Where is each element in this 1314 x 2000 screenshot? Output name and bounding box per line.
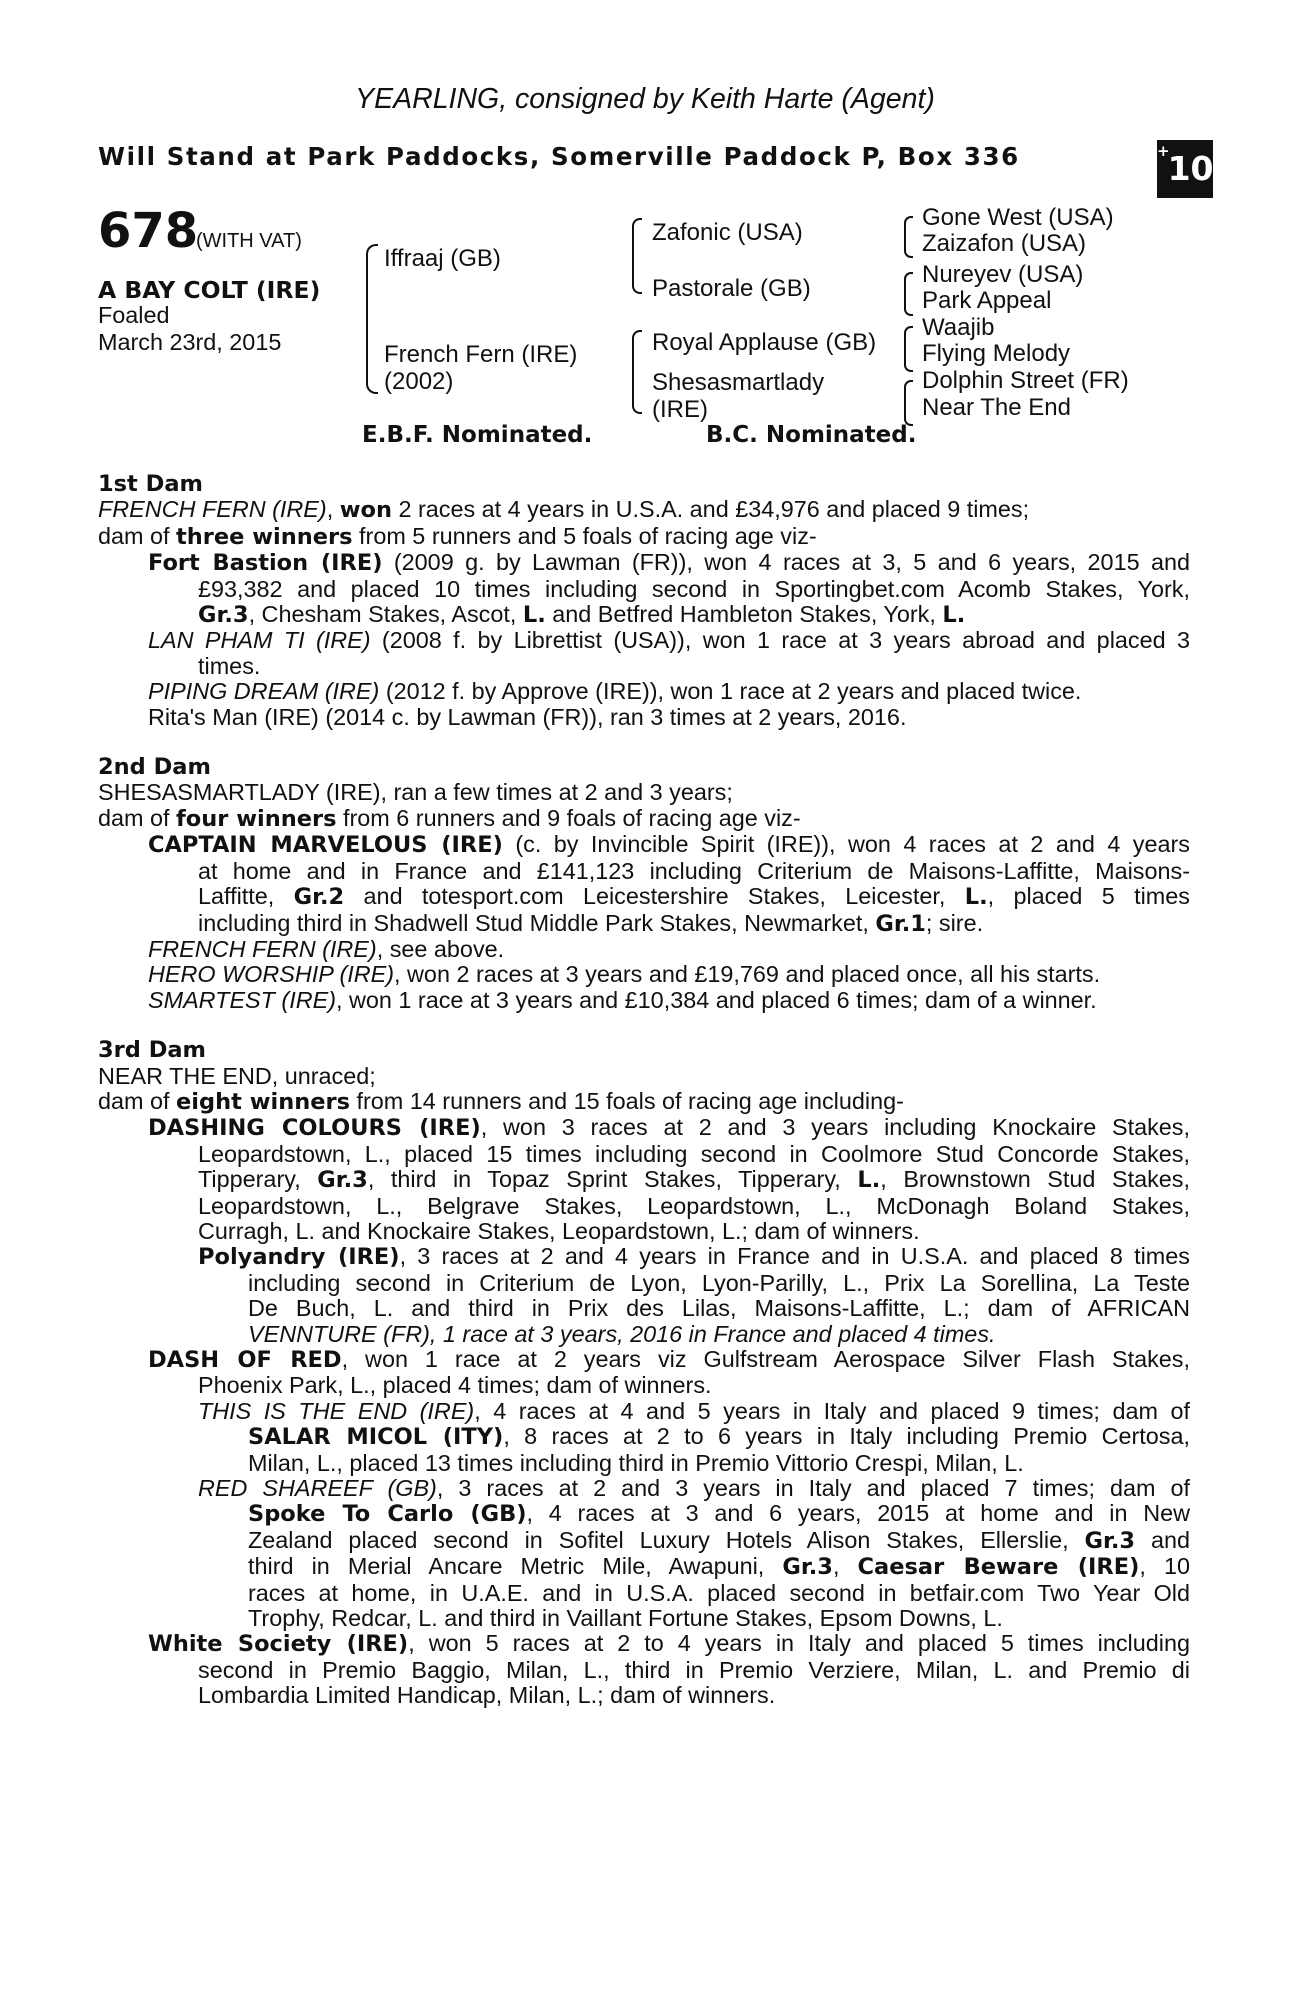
dam3-line: races at home, in U.A.E. and in U.S.A. placed second in betfair.com Two Year Old bbox=[248, 1579, 1190, 1606]
dam1-line: Gr.3, Chesham Stakes, Ascot, L. and Betfred Hambleton Stakes, York, L. bbox=[198, 601, 966, 629]
dam3-line: Polyandry (IRE), 3 races at 2 and 4 years in France and in U.S.A. and placed 8 times bbox=[198, 1243, 1190, 1271]
dam3-line: NEAR THE END, unraced; bbox=[98, 1062, 376, 1089]
brace-sire-dam bbox=[904, 272, 913, 316]
brace-dam-dam bbox=[904, 380, 913, 426]
pedigree-brace-sire bbox=[632, 218, 642, 294]
dam3-line: DASHING COLOURS (IRE), won 3 races at 2 and 3 years including Knockaire Stakes, bbox=[148, 1114, 1191, 1142]
pedigree-sss: Gone West (USA) bbox=[922, 204, 1114, 231]
dam2-line: at home and in France and £141,123 including Criterium de Maisons-Laffitte, Maisons- bbox=[198, 857, 1190, 884]
foaled-label: Foaled bbox=[98, 302, 170, 328]
dam3-line: Leopardstown, L., placed 15 times including second in Coolmore Stud Concorde Stakes, bbox=[198, 1140, 1190, 1167]
pedigree-dds: Dolphin Street (FR) bbox=[922, 367, 1129, 394]
dam1-line: LAN PHAM TI (IRE) (2008 f. by Librettist (USA)), won 1 race at 3 years abroad and placed 3 bbox=[148, 627, 1190, 654]
pedigree-sds: Nureyev (USA) bbox=[922, 261, 1084, 288]
pedigree-brace-dam bbox=[632, 330, 642, 414]
ebf-nominated: E.B.F. Nominated. bbox=[362, 422, 593, 448]
dam3-line: third in Merial Ancare Metric Mile, Awapuni, Gr.3, Caesar Beware (IRE), 10 bbox=[248, 1553, 1190, 1581]
pedigree-dam-dam: Shesasmartlady bbox=[652, 369, 825, 396]
pedigree-dss: Waajib bbox=[922, 314, 995, 341]
dam3-line: RED SHAREEF (GB), 3 races at 2 and 3 years in Italy and placed 7 times; dam of bbox=[198, 1475, 1190, 1502]
dam2-line: Laffitte, Gr.2 and totesport.com Leicestershire Stakes, Leicester, L., placed 5 times bbox=[198, 883, 1190, 911]
pedigree-dam-dam-suffix: (IRE) bbox=[652, 396, 708, 423]
section-2nd-dam: 2nd Dam bbox=[98, 754, 211, 781]
dam1-line: Rita's Man (IRE) (2014 c. by Lawman (FR)), ran 3 times at 2 years, 2016. bbox=[148, 703, 907, 730]
dam3-line: Spoke To Carlo (GB), 4 races at 3 and 6 years, 2015 at home and in New bbox=[248, 1500, 1190, 1528]
brace-sire-sire bbox=[904, 216, 913, 258]
dam3-line: DASH OF RED, won 1 race at 2 years viz Gulfstream Aerospace Silver Flash Stakes, bbox=[148, 1346, 1190, 1373]
dam3-line: Trophy, Redcar, L. and third in Vaillant Fortune Stakes, Epsom Downs, L. bbox=[248, 1605, 1003, 1632]
foaled-date: March 23rd, 2015 bbox=[98, 329, 282, 355]
dam1-line: FRENCH FERN (IRE), won 2 races at 4 years in U.S.A. and £34,976 and placed 9 times; bbox=[98, 496, 1030, 524]
badge-number: 10 bbox=[1167, 149, 1214, 188]
badge-plus: + bbox=[1157, 142, 1170, 160]
pedigree-dsd: Flying Melody bbox=[922, 340, 1071, 367]
dam3-line: including second in Criterium de Lyon, Lyon-Parilly, L., Prix La Sorellina, La Teste bbox=[248, 1269, 1190, 1296]
dam1-line: dam of three winners from 5 runners and 5 foals of racing age viz- bbox=[98, 522, 817, 550]
catalogue-body bbox=[98, 472, 1190, 1709]
page-badge bbox=[1157, 140, 1213, 198]
pedigree-dam: French Fern (IRE) bbox=[384, 341, 578, 368]
pedigree-sire: Iffraaj (GB) bbox=[384, 245, 501, 272]
dam3-line: Milan, L., placed 13 times including third in Premio Vittorio Crespi, Milan, L. bbox=[248, 1449, 1024, 1476]
lot-number: 678 bbox=[98, 203, 199, 259]
pedigree-sdd: Park Appeal bbox=[922, 287, 1052, 314]
dam3-line: Phoenix Park, L., placed 4 times; dam of winners. bbox=[198, 1372, 712, 1399]
dam3-line: SALAR MICOL (ITY), 8 races at 2 to 6 years in Italy including Premio Certosa, bbox=[248, 1423, 1190, 1451]
dam3-line: dam of eight winners from 14 runners and 15 foals of racing age including- bbox=[98, 1087, 904, 1115]
stand-location: Will Stand at Park Paddocks, Somerville Paddock P, Box 336 bbox=[98, 142, 1020, 171]
dam2-line: FRENCH FERN (IRE), see above. bbox=[148, 935, 505, 962]
section-1st-dam: 1st Dam bbox=[98, 471, 203, 497]
dam2-line: CAPTAIN MARVELOUS (IRE) (c. by Invincible Spirit (IRE)), won 4 races at 2 and 4 years bbox=[148, 831, 1190, 859]
dam3-line: Leopardstown, L., Belgrave Stakes, Leopardstown, L., McDonagh Boland Stakes, bbox=[198, 1192, 1190, 1219]
lot-name: A BAY COLT (IRE) bbox=[98, 276, 321, 304]
dam3-line: THIS IS THE END (IRE), 4 races at 4 and 5 years in Italy and placed 9 times; dam of bbox=[198, 1397, 1190, 1424]
pedigree-brace-main bbox=[366, 244, 378, 394]
dam2-line: dam of four winners from 6 runners and 9 foals of racing age viz- bbox=[98, 804, 801, 832]
section-3rd-dam: 3rd Dam bbox=[98, 1037, 206, 1064]
dam2-line: including third in Shadwell Stud Middle Park Stakes, Newmarket, Gr.1; sire. bbox=[198, 909, 984, 937]
vat-label: (WITH VAT) bbox=[196, 230, 302, 252]
dam3-line: Curragh, L. and Knockaire Stakes, Leopardstown, L.; dam of winners. bbox=[198, 1217, 920, 1244]
dam1-line: PIPING DREAM (IRE) (2012 f. by Approve (IRE)), won 1 race at 2 years and placed twice. bbox=[148, 678, 1082, 705]
dam1-line: £93,382 and placed 10 times including second in Sportingbet.com Acomb Stakes, York, bbox=[198, 575, 1190, 602]
dam3-line: De Buch, L. and third in Prix des Lilas, Maisons-Laffitte, L.; dam of AFRICAN bbox=[248, 1295, 1190, 1322]
dam3-line: Zealand placed second in Sofitel Luxury Hotels Alison Stakes, Ellerslie, Gr.3 and bbox=[248, 1526, 1190, 1554]
pedigree-ddd: Near The End bbox=[922, 394, 1071, 421]
pedigree-sire-dam: Pastorale (GB) bbox=[652, 275, 811, 302]
pedigree-dam-sire: Royal Applause (GB) bbox=[652, 329, 877, 356]
dam2-line: SHESASMARTLADY (IRE), ran a few times at 2 and 3 years; bbox=[98, 779, 733, 806]
dam1-line: Fort Bastion (IRE) (2009 g. by Lawman (FR)), won 4 races at 3, 5 and 6 years, 2015 and bbox=[148, 549, 1190, 577]
dam2-line: SMARTEST (IRE), won 1 race at 3 years and £10,384 and placed 6 times; dam of a winner. bbox=[148, 986, 1097, 1013]
dam3-line: White Society (IRE), won 5 races at 2 to 4 years in Italy and placed 5 times including bbox=[148, 1630, 1190, 1658]
dam3-line: second in Premio Baggio, Milan, L., third in Premio Verziere, Milan, L. and Premio di bbox=[198, 1656, 1190, 1683]
dam1-line: times. bbox=[198, 652, 261, 679]
pedigree-ssd: Zaizafon (USA) bbox=[922, 230, 1087, 257]
dam3-line: Lombardia Limited Handicap, Milan, L.; dam of winners. bbox=[198, 1682, 776, 1709]
dam2-line: HERO WORSHIP (IRE), won 2 races at 3 years and £19,769 and placed once, all his starts. bbox=[148, 961, 1101, 988]
dam3-line: Tipperary, Gr.3, third in Topaz Sprint Stakes, Tipperary, L., Brownstown Stud Stakes, bbox=[198, 1166, 1190, 1194]
consignor-line: YEARLING, consigned by Keith Harte (Agent) bbox=[355, 83, 935, 115]
pedigree-dam-year: (2002) bbox=[384, 368, 454, 395]
bc-nominated: B.C. Nominated. bbox=[706, 422, 917, 448]
pedigree-sire-sire: Zafonic (USA) bbox=[652, 219, 803, 246]
brace-dam-sire bbox=[904, 326, 913, 372]
dam3-line: VENNTURE (FR), 1 race at 3 years, 2016 in France and placed 4 times. bbox=[248, 1320, 996, 1347]
